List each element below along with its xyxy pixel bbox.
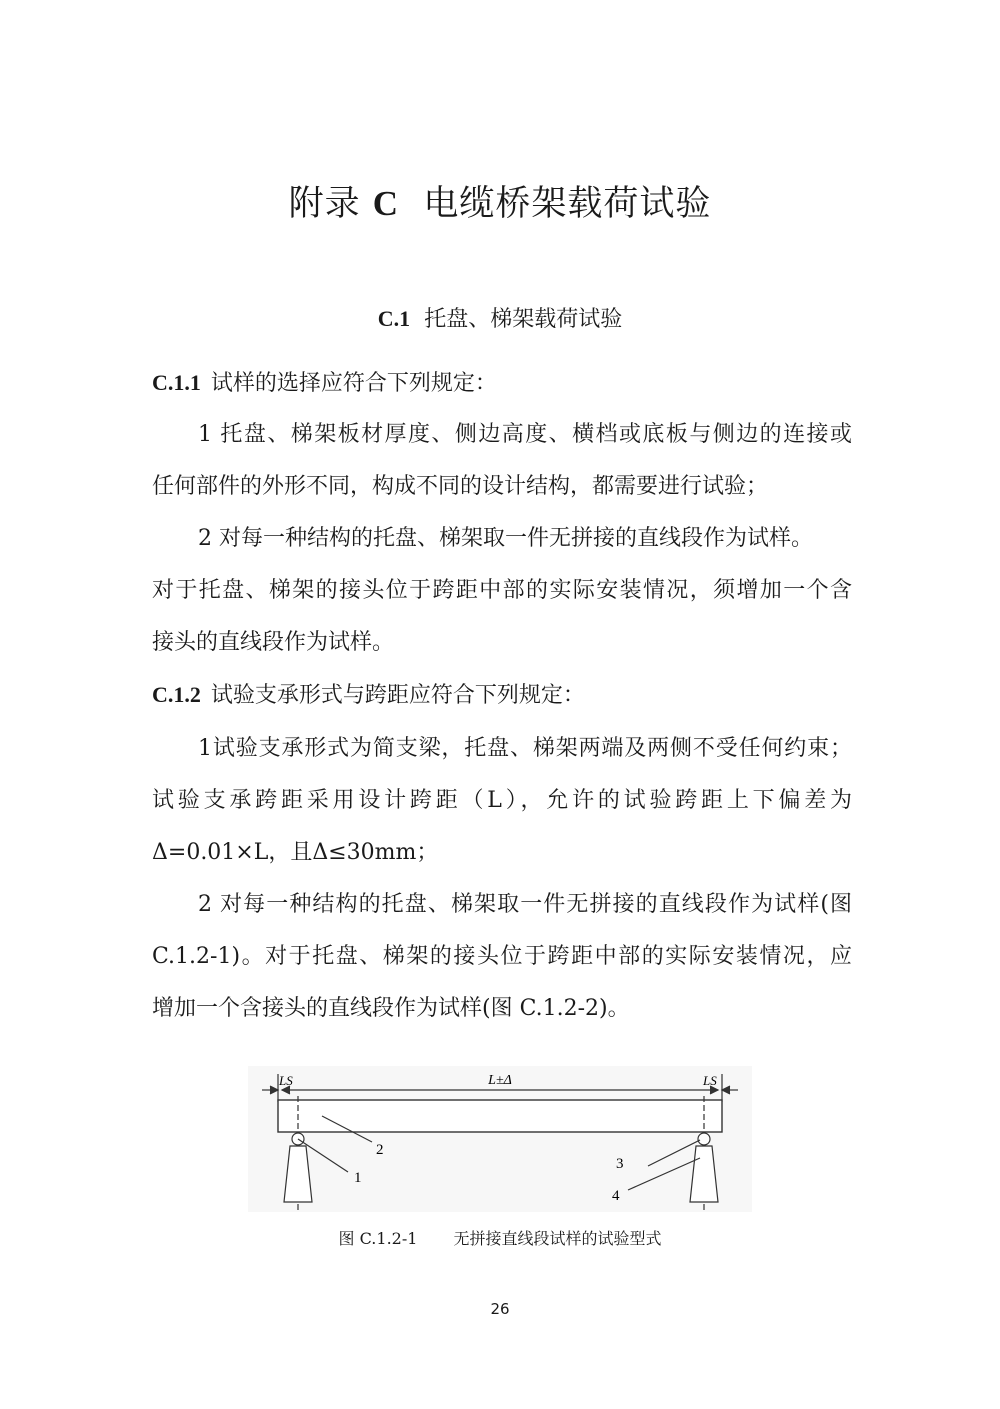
callout-4: 4 bbox=[612, 1188, 620, 1204]
paragraph-line: 2 对每一种结构的托盘、梯架取一件无拼接的直线段作为试样。 bbox=[198, 526, 813, 551]
figure-caption-text: 无拼接直线段试样的试验型式 bbox=[453, 1229, 662, 1248]
callout-1: 1 bbox=[354, 1170, 362, 1186]
ls-label-right: LS bbox=[703, 1073, 717, 1088]
paragraph-line: 试验支承跨距采用设计跨距（L），允许的试验跨距上下偏差为 bbox=[152, 788, 852, 813]
paragraph-line: 增加一个含接头的直线段作为试样(图 C.1.2-2)。 bbox=[152, 996, 630, 1021]
page-number: 26 bbox=[490, 1300, 510, 1318]
callout-3: 3 bbox=[616, 1156, 624, 1172]
appendix-title: 附录 C 电缆桥架载荷试验 bbox=[288, 184, 712, 224]
span-label: L±Δ bbox=[488, 1073, 512, 1088]
paragraph-line: 2 对每一种结构的托盘、梯架取一件无拼接的直线段作为试样(图 bbox=[198, 892, 852, 917]
callout-2: 2 bbox=[376, 1142, 384, 1158]
clause-heading-c111: C.1.1 试样的选择应符合下列规定： bbox=[152, 370, 497, 396]
paragraph-line: 任何部件的外形不同，构成不同的设计结构，都需要进行试验； bbox=[152, 474, 769, 499]
test-setup-figure bbox=[248, 1066, 752, 1212]
paragraph-line: 对于托盘、梯架的接头位于跨距中部的实际安装情况，须增加一个含 bbox=[152, 578, 852, 603]
roller-right bbox=[698, 1133, 710, 1145]
paragraph-line: 1试验支承形式为简支梁，托盘、梯架两端及两侧不受任何约束； bbox=[198, 736, 852, 761]
section-heading: C.1 托盘、梯架载荷试验 bbox=[377, 306, 623, 332]
clause-heading-c112: C.1.2 试验支承形式与跨距应符合下列规定： bbox=[152, 682, 585, 708]
paragraph-line: 1 托盘、梯架板材厚度、侧边高度、横档或底板与侧边的连接或 bbox=[198, 422, 852, 447]
figure-caption bbox=[0, 1226, 1000, 1249]
paragraph-line: Δ=0.01×L，且Δ≤30mm； bbox=[152, 840, 439, 865]
figure-number: 图 C.1.2-1 bbox=[338, 1229, 418, 1248]
ls-label-left: LS bbox=[279, 1073, 293, 1088]
paragraph-line: C.1.2-1)。对于托盘、梯架的接头位于跨距中部的实际安装情况，应 bbox=[152, 944, 852, 969]
paragraph-line: 接头的直线段作为试样。 bbox=[152, 630, 395, 655]
